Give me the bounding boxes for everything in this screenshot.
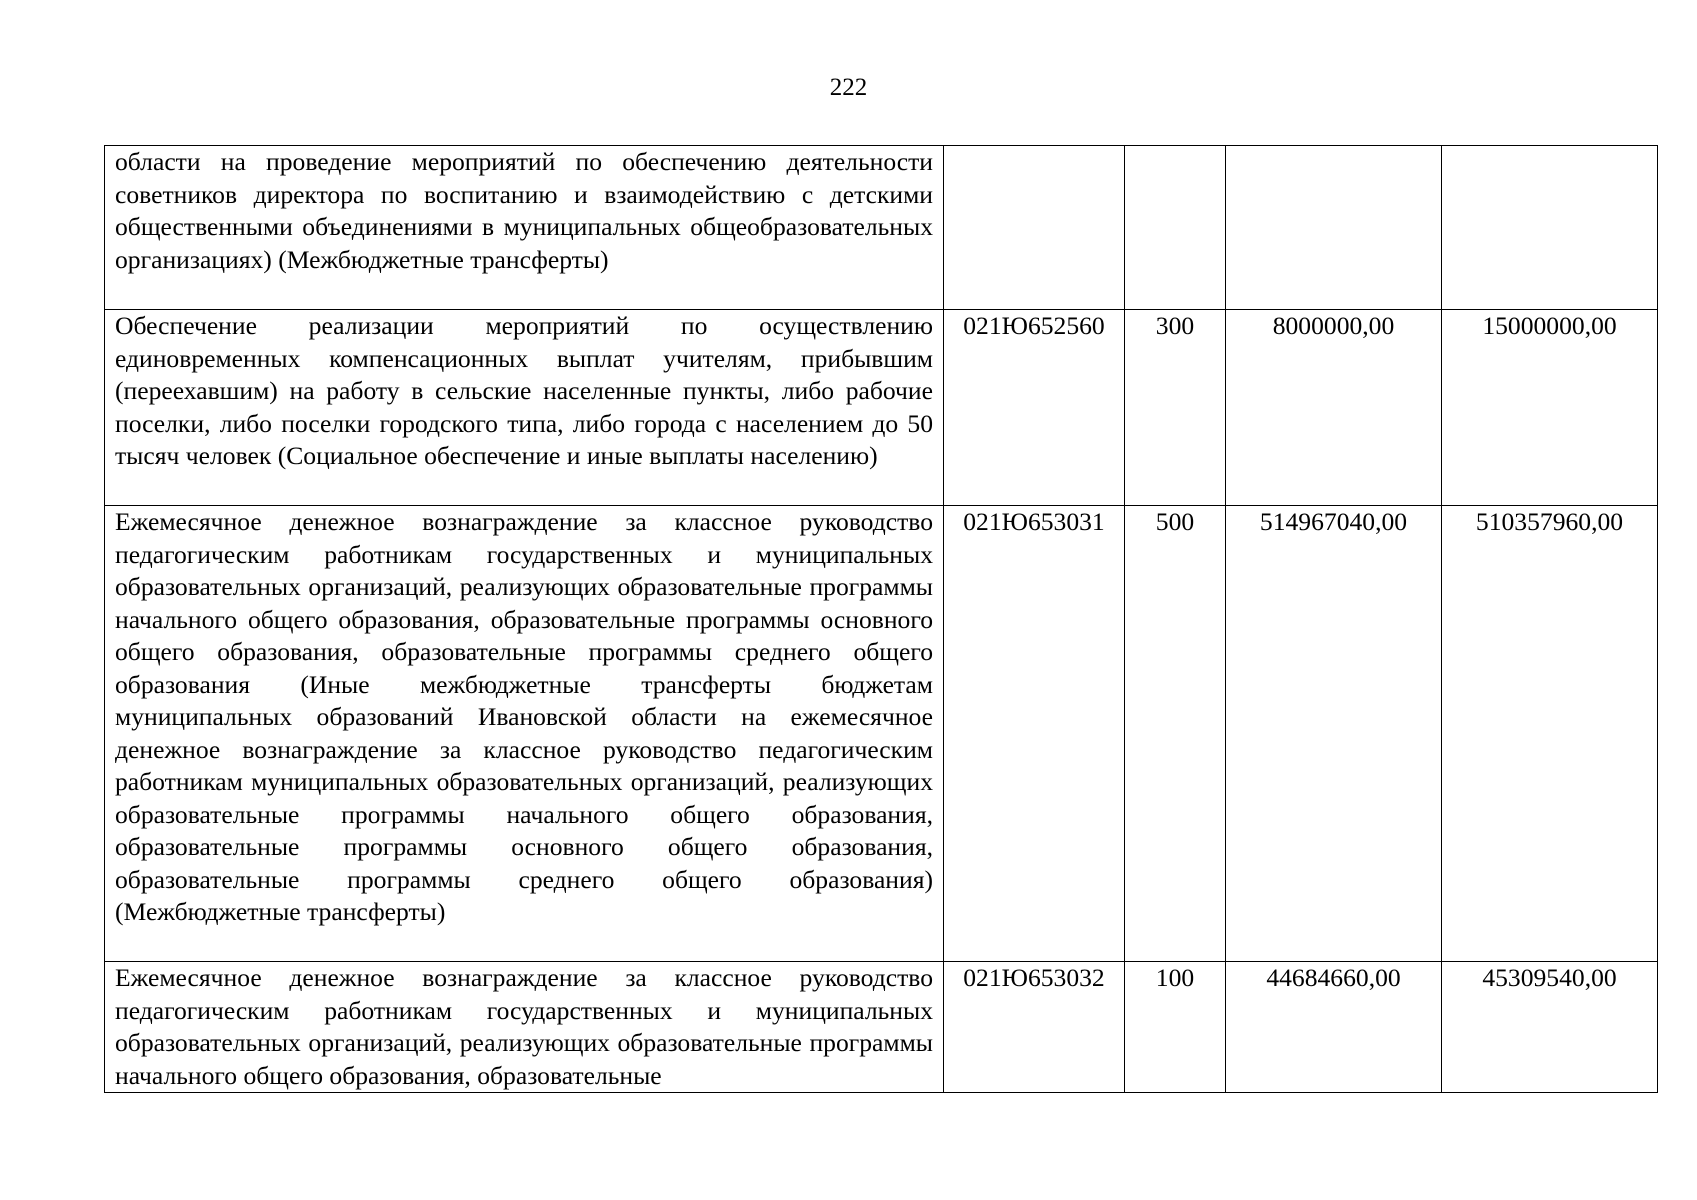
expense-type-cell: 500 xyxy=(1125,506,1226,962)
amount-year1-cell: 514967040,00 xyxy=(1226,506,1442,962)
table-row xyxy=(105,146,1658,310)
amount-year2-cell: 15000000,00 xyxy=(1442,310,1658,506)
table-row xyxy=(105,310,1658,506)
target-code-cell: 021Ю653032 xyxy=(944,962,1125,1093)
expense-name-cell: Обеспечение реализации мероприятий по осуществлению единовременных компенсационных выплат учителям, прибывшим (переехавшим) на работу в сельские населенные пункты, либо рабочие поселки, либо поселки городского типа, либо города с населением до 50 тысяч человек (Социальное обеспечение и иные выплаты населению) xyxy=(105,310,944,506)
table-row xyxy=(105,506,1658,962)
amount-year2-cell xyxy=(1442,146,1658,310)
expense-name-cell: Ежемесячное денежное вознаграждение за классное руководство педагогическим работникам государственных и муниципальных образовательных организаций, реализующих образовательные программы начального общего образования, образовательные программы основного общего образования, образовательные программы среднего общего образования (Иные межбюджетные трансферты бюджетам муниципальных образований Ивановской области на ежемесячное денежное вознаграждение за классное руководство педагогическим работникам муниципальных образовательных организаций, реализующих образовательные программы начального общего образования, образовательные программы основного общего образования, образовательные программы среднего общего образования) (Межбюджетные трансферты) xyxy=(105,506,944,962)
expense-type-cell: 100 xyxy=(1125,962,1226,1093)
amount-year1-cell xyxy=(1226,146,1442,310)
expense-name-cell: области на проведение мероприятий по обеспечению деятельности советников директора по воспитанию и взаимодействию с детскими общественными объединениями в муниципальных общеобразовательных организациях) (Межбюджетные трансферты) xyxy=(105,146,944,310)
amount-year2-cell: 510357960,00 xyxy=(1442,506,1658,962)
expense-type-cell: 300 xyxy=(1125,310,1226,506)
expense-type-cell xyxy=(1125,146,1226,310)
amount-year1-cell: 8000000,00 xyxy=(1226,310,1442,506)
expense-name-cell: Ежемесячное денежное вознаграждение за классное руководство педагогическим работникам государственных и муниципальных образовательных организаций, реализующих образовательные программы начального общего образования, образовательные xyxy=(105,962,944,1093)
table-row xyxy=(105,962,1658,1093)
budget-table xyxy=(104,145,1658,1093)
amount-year2-cell: 45309540,00 xyxy=(1442,962,1658,1093)
target-code-cell: 021Ю653031 xyxy=(944,506,1125,962)
target-code-cell: 021Ю652560 xyxy=(944,310,1125,506)
page-number: 222 xyxy=(829,74,868,101)
target-code-cell xyxy=(944,146,1125,310)
amount-year1-cell: 44684660,00 xyxy=(1226,962,1442,1093)
